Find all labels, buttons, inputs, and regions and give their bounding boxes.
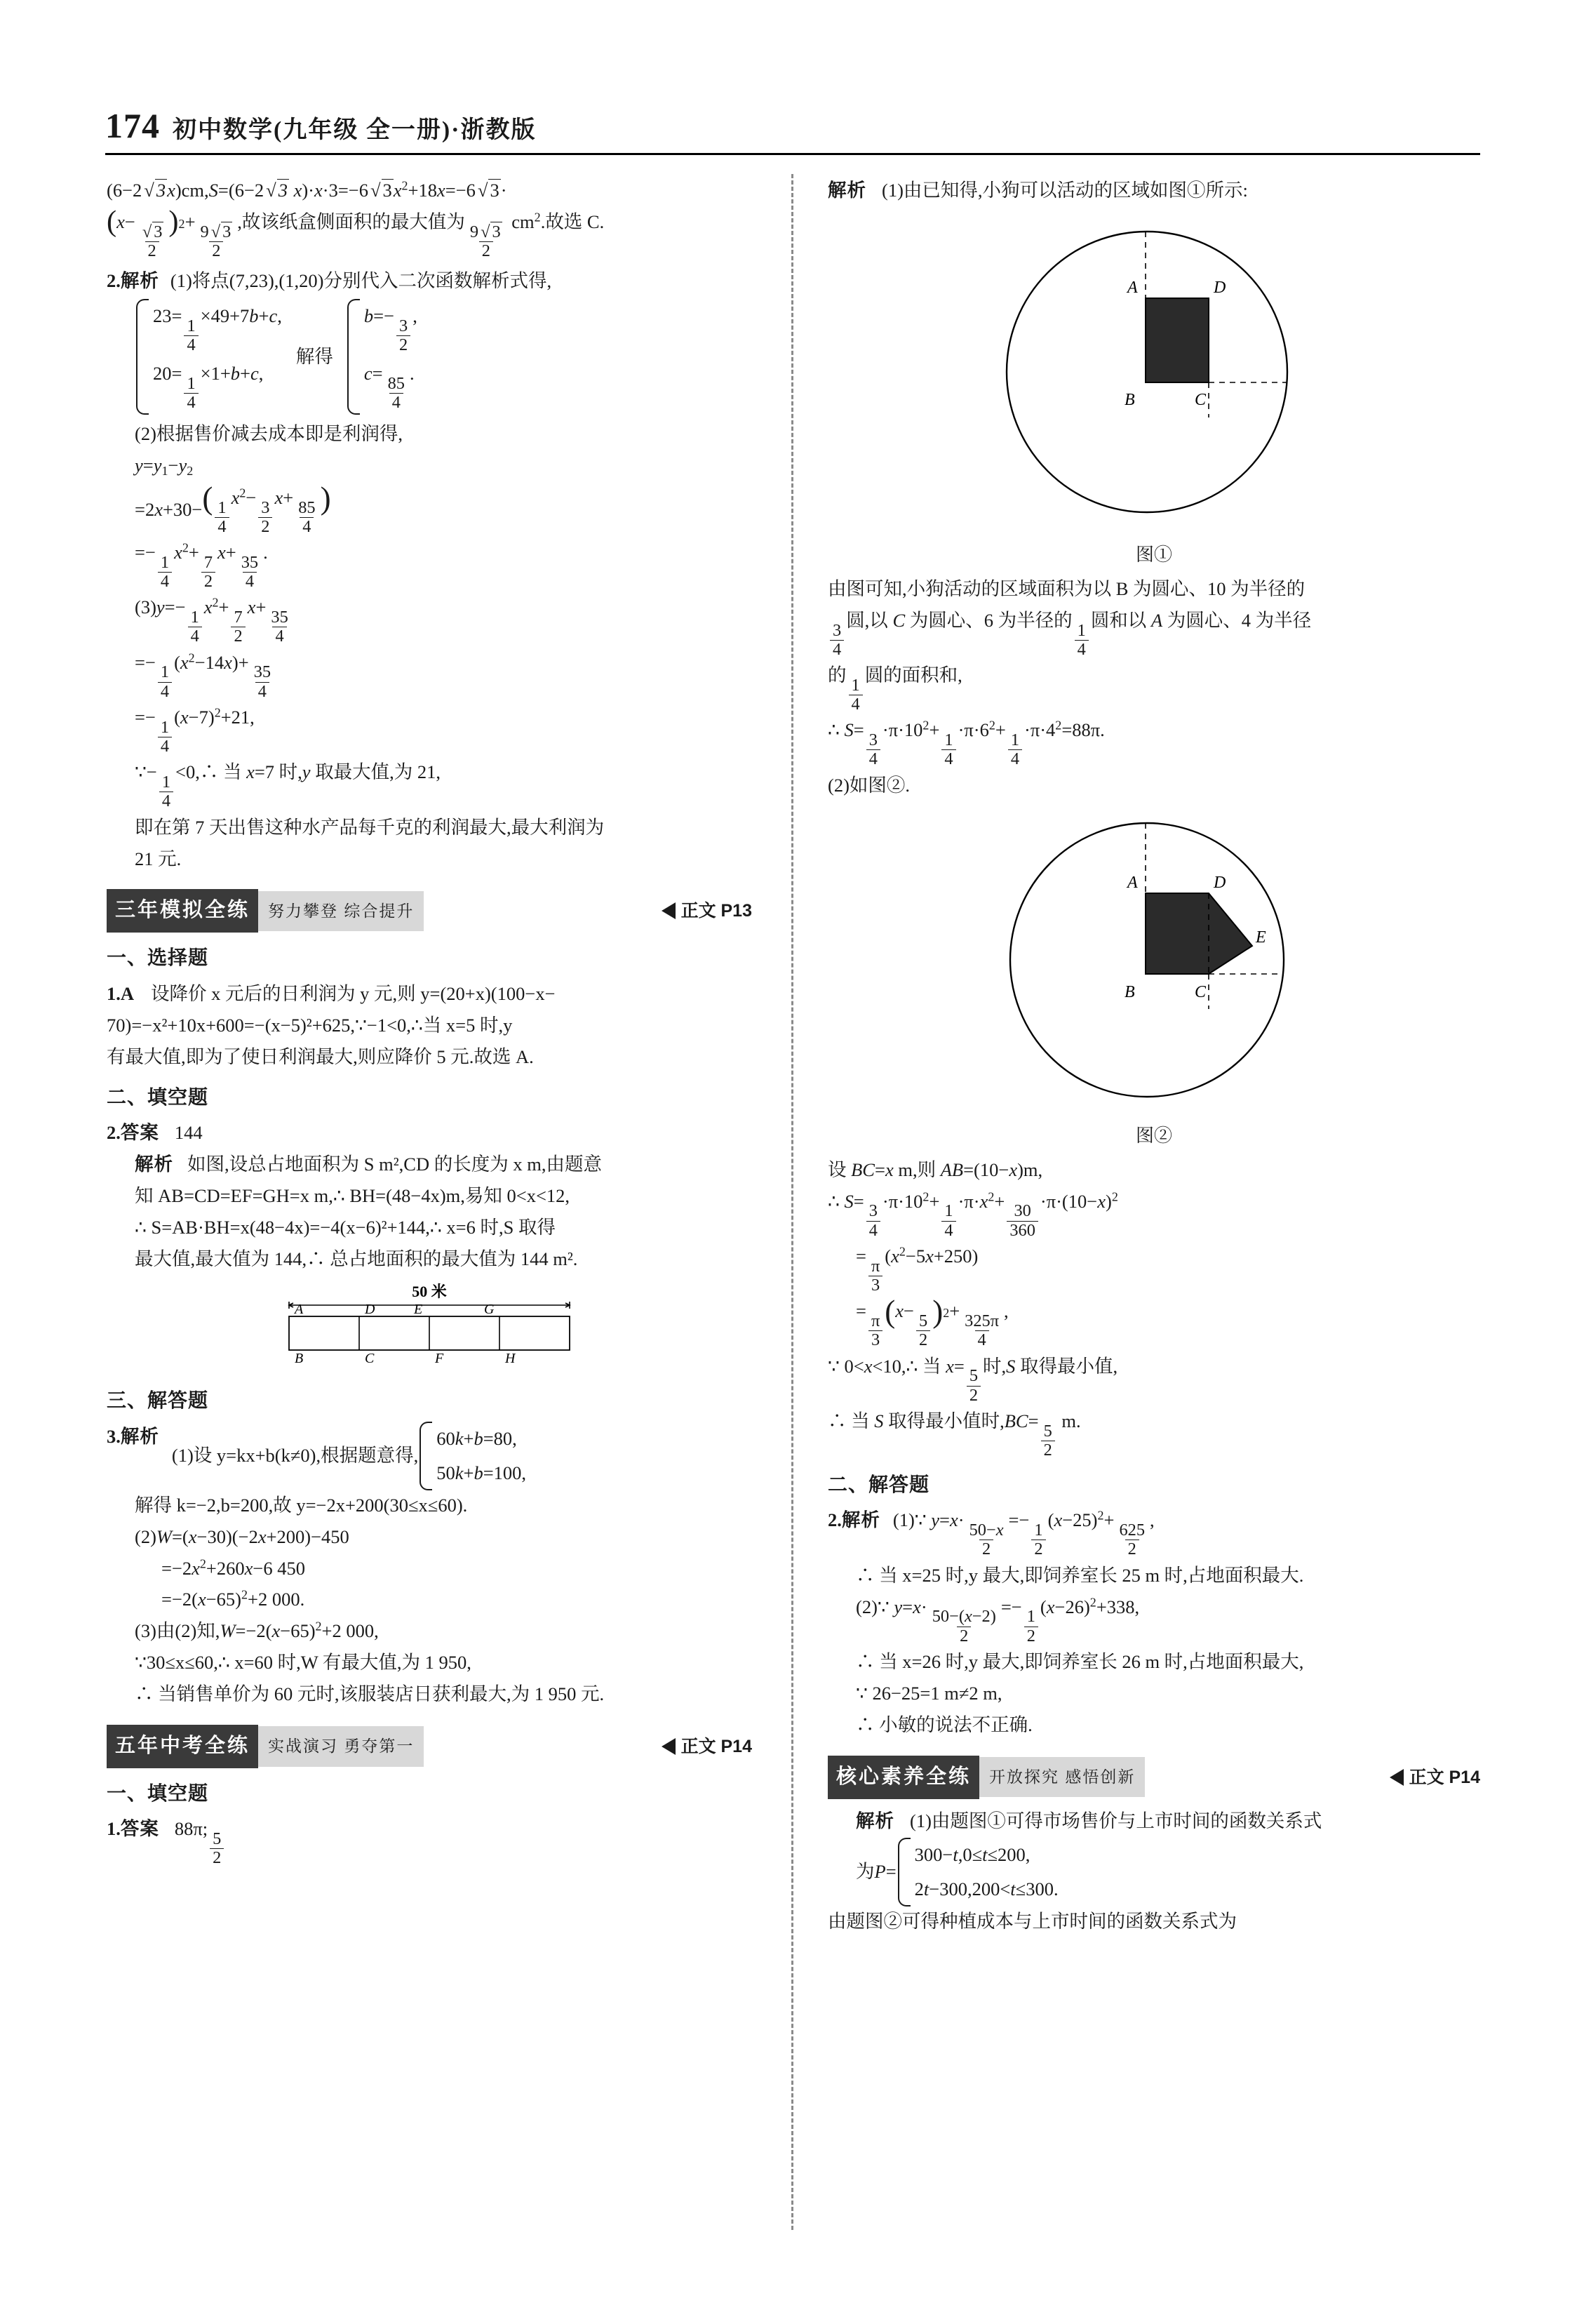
left-q2-l1: 如图,设总占地面积为 S m²,CD 的长度为 x m,由题意 — [187, 1153, 602, 1175]
section-five-year-sub: 实战演习 勇夺第一 — [258, 1726, 424, 1766]
left-q3-l2: 解得 k=−2,b=200,故 y=−2x+200(30≤x≤60). — [135, 1494, 468, 1516]
continuation-line-2: ( x− $\frac{√ 3}{2}$ ) 2 + $\frac{9 √ 3}{2}$ ,故该纸盒侧面积的最大值为 $\frac{9 √ 3}{2}$ $cm^2$.故选 C. — [107, 204, 605, 260]
right-top-line: (1)由已知得,小狗可以活动的区域如图①所示: — [882, 180, 1248, 201]
section-three-year-tag: 三年模拟全练 — [107, 889, 258, 933]
right-q3-piecewise: 为P= 300−t,0≤t≤200, 2t−300,200<t≤300. — [828, 1838, 1480, 1906]
left-q2-analysis-head — [107, 1149, 752, 1180]
svg-text:C: C — [1195, 390, 1207, 409]
left-q3-number: 3. — [107, 1425, 121, 1447]
left-column — [107, 175, 752, 1869]
svg-text:A: A — [295, 1301, 304, 1317]
svg-text:A: A — [1127, 873, 1138, 892]
right-p4: ∴ S= $\frac{3}{4}$ $\cdot\pi\cdot 10^2+$ $\frac{1}{4}$ $\cdot\pi\cdot 6^2+$ $\frac{1}{4}$ $\cdot\pi\cdot 4^2=88\pi$. — [828, 719, 1105, 769]
left-item2-l2: =2x+30− ( $\frac{1}{4}$ $x^2-$ $\frac{3}{2}$ x+ $\frac{85}{4}$ ) — [135, 480, 331, 536]
left-item2-l8: 即在第 7 天出售这种水产品每千克的利润最大,最大利润为 — [135, 816, 605, 838]
left-item2-l9: 21 元. — [135, 848, 182, 869]
left-q2-analysis-label: 解析 — [135, 1153, 173, 1175]
right-q2-l3: (2)∵ y=x· $\frac{50-(x-2)}{2}$ =− $\frac{1}{2}$ $(x-26)^2+338$, — [856, 1595, 1140, 1645]
left-q1b-head — [107, 1814, 752, 1867]
figure-50m-diagram — [107, 1283, 752, 1376]
section-five-year — [107, 1725, 752, 1768]
left-item2-l7: ∵− $\frac{1}{4}$ <0,∴ 当 x=7 时,y 取最大值,为 21, — [135, 761, 441, 811]
left-q1-l3: 有最大值,即为了使日利润最大,则应降价 5 元.故选 A. — [107, 1046, 534, 1067]
svg-text:B: B — [1125, 982, 1135, 1001]
left-q3-l1: (1)设 y=kx+b(k≠0),根据题意得, — [171, 1445, 419, 1467]
left-part-fill: 二、填空题 — [107, 1086, 209, 1109]
left-item2-l6: =− $\frac{1}{4}$ $(x-7)^2+21$, — [135, 705, 255, 756]
left-q1-head — [107, 979, 752, 1009]
right-p11: ∴ 当 S 取得最小值时,BC= $\frac{5}{2}$ m. — [828, 1410, 1081, 1460]
left-item2-l4: (3)y=− $\frac{1}{4}$ $x^2+$ $\frac{7}{2}$ x+ $\frac{35}{4}$ — [135, 596, 288, 646]
figure-1 — [828, 214, 1480, 570]
left-item2-part2: (2)根据售价减去成本即是利润得, — [135, 422, 403, 444]
svg-text:G: G — [484, 1301, 495, 1317]
left-item2-label: 解析 — [120, 270, 159, 292]
svg-text:C: C — [1195, 982, 1207, 1001]
left-q1b-answer: 88π; $\frac{5}{2}$ — [175, 1814, 226, 1867]
right-analysis-label: 解析 — [828, 180, 866, 201]
left-q2-label: 答案 — [120, 1121, 159, 1143]
svg-text:C: C — [365, 1350, 375, 1366]
left-q3-l4: $=-2x^2+260x-6$ 450 — [161, 1556, 305, 1579]
triangle-left-icon — [1390, 1769, 1404, 1786]
section-three-year — [107, 889, 752, 933]
right-q2-l6: ∴ 小敏的说法不正确. — [856, 1714, 1033, 1735]
left-q1b-number: 1. — [107, 1818, 121, 1840]
page-title: 初中数学(九年级 全一册)·浙教版 — [173, 117, 537, 143]
svg-text:B: B — [295, 1350, 304, 1366]
left-part-fill2: 一、填空题 — [107, 1783, 209, 1805]
left-item2-part1: (1)将点(7,23),(1,20)分别代入二次函数解析式得, — [170, 270, 552, 292]
section-five-year-ref-text: 正文 P14 — [680, 1736, 752, 1756]
left-q3-head: 3. 解析 (1)设 y=kx+b(k≠0),根据题意得, 60k+b=80, 50k+b=100, — [107, 1422, 752, 1490]
right-part-solve: 二、解答题 — [828, 1474, 930, 1497]
section-core-literacy — [828, 1756, 1480, 1799]
section-three-year-ref — [662, 897, 752, 926]
right-p8: = $\frac{\pi}{3}$ $(x^2-5x+250)$ — [856, 1244, 979, 1295]
right-q2-head: 2. 解析 (1)∵ y=x· $\frac{50-x}{2}$ =− $\frac{1}{2}$ $(x-25)^2+$ $\frac{625}{2}$ , — [828, 1505, 1480, 1558]
right-p3: 的 $\frac{1}{4}$ 圆的面积和, — [828, 665, 962, 714]
svg-text:D: D — [365, 1301, 375, 1317]
left-q3-l6: (3)由(2)知$,W=-2(x-65)^2+2$ 000, — [135, 1620, 379, 1642]
left-item2-l5: =− $\frac{1}{4}$ $(x^2-14x)+$ $\frac{35}{4}$ — [135, 650, 271, 701]
left-part-solve: 三、解答题 — [107, 1390, 209, 1413]
right-q2-l4: ∴ 当 x=26 时,y 最大,即饲养室长 26 m 时,占地面积最大, — [856, 1651, 1304, 1672]
svg-text:F: F — [435, 1350, 444, 1366]
right-q3-l3: 由题图②可得种植成本与上市时间的函数关系式为 — [828, 1910, 1237, 1932]
svg-text:H: H — [505, 1350, 516, 1366]
left-q3-l7: ∵30≤x≤60,∴ x=60 时,W 有最大值,为 1 950, — [135, 1652, 471, 1674]
left-item2-l3: =− $\frac{1}{4}$ $x^2+$ $\frac{7}{2}$ x+ $\frac{35}{4}$ . — [135, 540, 268, 592]
left-item2-l1: $y=y_1-y_2$ — [135, 454, 194, 478]
left-q2-l4: 最大值,最大值为 144,∴ 总占地面积的最大值为 144 m². — [135, 1248, 578, 1269]
right-p1: 由图可知,小狗活动的区域面积为以 B 为圆心、10 为半径的 — [828, 577, 1306, 599]
left-item2-solve-word: 解得 — [295, 345, 333, 367]
right-q3-label: 解析 — [856, 1810, 894, 1831]
left-part-choice: 一、选择题 — [107, 947, 209, 970]
svg-text:D: D — [1214, 278, 1226, 297]
left-q3-l3: (2)W=(x−30)(−2x+200)−450 — [135, 1525, 349, 1547]
right-q3-head — [828, 1806, 1480, 1836]
left-q1-number: 1. — [107, 982, 121, 1004]
right-q2-l5: ∵ 26−25=1 m≠2 m, — [856, 1682, 1002, 1704]
right-p9: = $\frac{\pi}{3}$ ( x− $\frac{5}{2}$ ) 2 + $\frac{325\pi}{4}$ , — [856, 1294, 1009, 1350]
left-q1b-label: 答案 — [120, 1818, 159, 1840]
left-q2-l2: 知 AB=CD=EF=GH=x m,∴ BH=(48−4x)m,易知 0<x<12, — [135, 1184, 570, 1206]
left-q1-l2: 70)=−x²+10x+600=−(x−5)²+625,∵−1<0,∴当 x=5 时,y — [107, 1014, 513, 1036]
left-item2-head — [107, 266, 752, 296]
figure-2-caption: 图② — [1135, 1125, 1172, 1146]
left-q2-head — [107, 1118, 752, 1148]
triangle-left-icon — [662, 902, 676, 919]
section-core-literacy-tag: 核心素养全练 — [828, 1756, 979, 1799]
right-q3-l1: (1)由题图①可得市场售价与上市时间的函数关系式 — [910, 1810, 1322, 1831]
right-q2-l2: ∴ 当 x=25 时,y 最大,即饲养室长 25 m 时,占地面积最大. — [856, 1564, 1304, 1586]
section-three-year-sub: 努力攀登 综合提升 — [258, 891, 424, 931]
triangle-left-icon — [662, 1738, 676, 1755]
right-q2-number: 2. — [828, 1509, 842, 1531]
section-three-year-ref-text: 正文 P13 — [680, 901, 752, 921]
right-p5: (2)如图②. — [828, 774, 911, 796]
right-p10: ∵ 0<x<10,∴ 当 x= $\frac{5}{2}$ 时,S 取得最小值, — [828, 1355, 1118, 1405]
left-q1-answer: A — [120, 982, 135, 1004]
left-q2-answer: 144 — [174, 1121, 203, 1143]
section-core-literacy-ref-text: 正文 P14 — [1409, 1767, 1480, 1787]
right-p2: $\frac{3}{4}$ 圆,以 C 为圆心、6 为半径的 $\frac{1}{4}$ 圆和以 A 为圆心、4 为半径 — [828, 606, 1480, 659]
column-divider — [791, 174, 793, 2230]
left-q3-label: 解析 — [120, 1425, 159, 1447]
svg-text:E: E — [414, 1301, 423, 1317]
left-item2-system: 23= $\frac{1}{4}$ ×49+7b+c, 20= $\frac{1}{4}$ ×1+b+c, 解得 b=− $\frac{3}{2}$ , c= $\frac{85}{4}$ . — [107, 299, 752, 415]
right-p7: ∴ S= $\frac{3}{4}$ $\cdot\pi\cdot 10^2+$ $\frac{1}{4}$ $\cdot\pi\cdot x^2+$ $\frac{30}{360}$ $\cdot\pi\cdot(10-x)^2$ — [828, 1189, 1118, 1240]
figure-2 — [828, 809, 1480, 1151]
left-q3-l8: ∴ 当销售单价为 60 元时,该服装店日获利最大,为 1 950 元. — [135, 1683, 605, 1705]
figure-1-caption: 图① — [1135, 544, 1172, 565]
page-number: 174 — [105, 106, 160, 145]
left-q2-l3: ∴ S=AB·BH=x(48−4x)=−4(x−6)²+144,∴ x=6 时,S 取得 — [135, 1216, 556, 1238]
svg-text:A: A — [1127, 278, 1138, 297]
left-item2-number: 2. — [107, 270, 121, 292]
svg-text:D: D — [1214, 873, 1226, 892]
section-five-year-tag: 五年中考全练 — [107, 1725, 258, 1768]
left-q1-l1: 设降价 x 元后的日利润为 y 元,则 y=(20+x)(100−x− — [151, 982, 556, 1004]
section-core-literacy-ref — [1390, 1763, 1480, 1792]
right-column — [828, 175, 1480, 1937]
section-core-literacy-sub: 开放探究 感悟创新 — [979, 1757, 1145, 1797]
page-header — [105, 105, 1480, 155]
right-analysis-head — [828, 175, 1480, 206]
right-p6: 设 BC=x m,则 AB=(10−x)m, — [828, 1158, 1043, 1180]
left-q3-l5: $=-2(x-65)^2+2$ 000. — [161, 1588, 305, 1610]
svg-text:B: B — [1125, 390, 1135, 409]
continuation-line-1: (6−2 √ 3x)cm,S=(6−2 √ 3 x)·x·3=−6 √ $3x^2+18x=-6$ √ 3· — [107, 178, 507, 201]
svg-text:50 米: 50 米 — [412, 1282, 447, 1300]
section-five-year-ref — [662, 1732, 752, 1761]
left-q2-number: 2. — [107, 1121, 121, 1143]
right-q2-label: 解析 — [841, 1509, 880, 1531]
svg-text:E: E — [1256, 928, 1266, 947]
